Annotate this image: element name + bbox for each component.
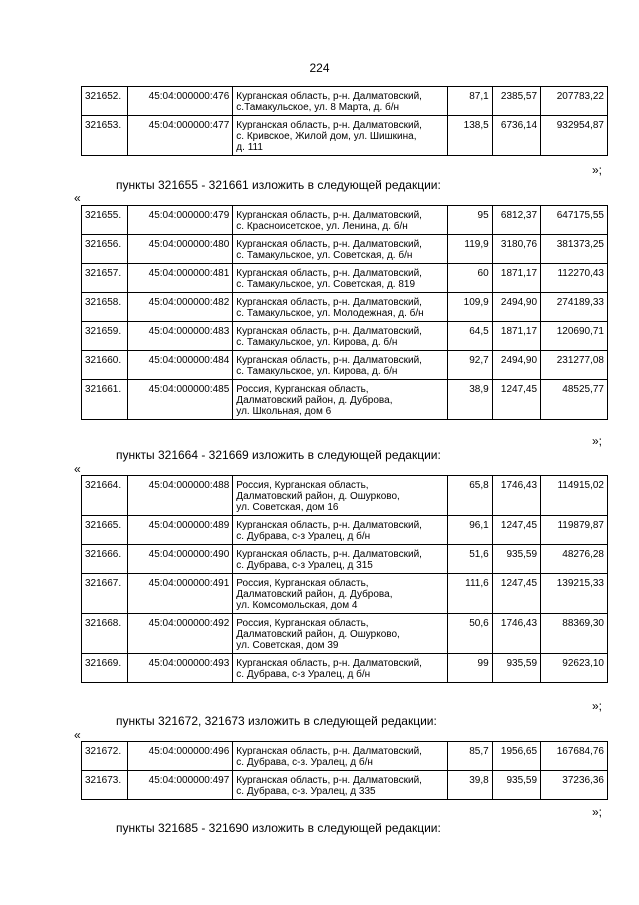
area-cell: 92,7: [448, 351, 492, 380]
address-line: с. Кривское, Жилой дом, ул. Шишкина,: [236, 131, 417, 142]
row-number-cell: 321659.: [82, 322, 128, 351]
address-cell: [233, 87, 448, 116]
table-row: [82, 380, 608, 420]
address-line: с. Тамакульское, ул. Кирова, д. б/н: [236, 337, 398, 348]
area-cell: 96,1: [448, 516, 492, 545]
unit-price-cell: 3180,76: [492, 235, 540, 264]
unit-price-cell: 1871,17: [492, 264, 540, 293]
address-line: с. Тамакульское, ул. Кирова, д. б/н: [236, 366, 398, 377]
row-number-cell: 321656.: [82, 235, 128, 264]
row-number-cell: 321667.: [82, 574, 128, 614]
table-row: [82, 293, 608, 322]
cadastral-number-cell: 45:04:000000:488: [128, 476, 233, 516]
unit-price-cell: 1746,43: [492, 614, 540, 654]
area-cell: 99: [448, 654, 492, 683]
property-table-3: [81, 475, 608, 683]
address-cell: [233, 264, 448, 293]
row-number-cell: 321661.: [82, 380, 128, 420]
unit-price-cell: 1956,65: [492, 742, 540, 771]
address-line: с. Красноисетское, ул. Ленина, д. б/н: [236, 221, 408, 232]
table-row: [82, 87, 608, 116]
row-number-cell: 321653.: [82, 116, 128, 156]
table-row: [82, 771, 608, 800]
unit-price-cell: 935,59: [492, 545, 540, 574]
address-line: Далматовский район, д. Дуброва,: [236, 589, 393, 600]
address-line: с. Дубрава, с-з. Уралец, д б/н: [236, 757, 373, 768]
instruction-4: пункты 321685 - 321690 изложить в следующей редакции:: [116, 821, 441, 835]
row-number-cell: 321673.: [82, 771, 128, 800]
address-cell: [233, 574, 448, 614]
cadastral-value-cell: 932954,87: [541, 116, 608, 156]
cadastral-number-cell: 45:04:000000:496: [128, 742, 233, 771]
address-line: Курганская область, р-н. Далматовский,: [236, 297, 422, 308]
closing-quote-2: »;: [592, 434, 603, 448]
address-cell: [233, 545, 448, 574]
area-cell: 119,9: [448, 235, 492, 264]
cadastral-value-cell: 274189,33: [541, 293, 608, 322]
page-number: 224: [309, 61, 330, 75]
opening-quote-3: «: [74, 728, 81, 742]
address-line: Россия, Курганская область,: [236, 480, 369, 491]
unit-price-cell: 6736,14: [492, 116, 540, 156]
unit-price-cell: 2385,57: [492, 87, 540, 116]
area-cell: 39,8: [448, 771, 492, 800]
address-line: Россия, Курганская область,: [236, 384, 369, 395]
cadastral-number-cell: 45:04:000000:493: [128, 654, 233, 683]
table-row: [82, 476, 608, 516]
cadastral-value-cell: 92623,10: [541, 654, 608, 683]
unit-price-cell: 2494,90: [492, 293, 540, 322]
table-row: [82, 516, 608, 545]
unit-price-cell: 1871,17: [492, 322, 540, 351]
table-row: [82, 322, 608, 351]
unit-price-cell: 2494,90: [492, 351, 540, 380]
address-line: Курганская область, р-н. Далматовский,: [236, 549, 422, 560]
instruction-1: пункты 321655 - 321661 изложить в следующей редакции:: [116, 178, 441, 192]
cadastral-number-cell: 45:04:000000:497: [128, 771, 233, 800]
table-row: [82, 574, 608, 614]
table-row: [82, 206, 608, 235]
area-cell: 111,6: [448, 574, 492, 614]
row-number-cell: 321668.: [82, 614, 128, 654]
table-row: [82, 545, 608, 574]
area-cell: 51,6: [448, 545, 492, 574]
table-row: [82, 235, 608, 264]
area-cell: 60: [448, 264, 492, 293]
table-row: [82, 351, 608, 380]
area-cell: 109,9: [448, 293, 492, 322]
row-number-cell: 321672.: [82, 742, 128, 771]
address-line: с. Тамакульское, ул. Молодежная, д. б/н: [236, 308, 424, 319]
cadastral-value-cell: 48525,77: [541, 380, 608, 420]
address-line: Курганская область, р-н. Далматовский,: [236, 746, 422, 757]
closing-quote-4: »;: [592, 805, 603, 819]
unit-price-cell: 6812,37: [492, 206, 540, 235]
cadastral-value-cell: 139215,33: [541, 574, 608, 614]
cadastral-number-cell: 45:04:000000:489: [128, 516, 233, 545]
address-cell: [233, 742, 448, 771]
area-cell: 65,8: [448, 476, 492, 516]
address-cell: [233, 116, 448, 156]
cadastral-value-cell: 207783,22: [541, 87, 608, 116]
table-row: [82, 116, 608, 156]
address-line: с.Тамакульское, ул. 8 Марта, д. б/н: [236, 102, 400, 113]
cadastral-value-cell: 114915,02: [541, 476, 608, 516]
cadastral-value-cell: 119879,87: [541, 516, 608, 545]
address-cell: [233, 293, 448, 322]
unit-price-cell: 1247,45: [492, 516, 540, 545]
address-line: с. Дубрава, с-з. Уралец, д 335: [236, 786, 376, 797]
cadastral-number-cell: 45:04:000000:480: [128, 235, 233, 264]
address-line: Курганская область, р-н. Далматовский,: [236, 658, 422, 669]
address-cell: [233, 614, 448, 654]
cadastral-number-cell: 45:04:000000:484: [128, 351, 233, 380]
address-line: Далматовский район, д. Ошурково,: [236, 491, 400, 502]
area-cell: 95: [448, 206, 492, 235]
address-cell: [233, 516, 448, 545]
address-line: Курганская область, р-н. Далматовский,: [236, 268, 422, 279]
property-table-2: [81, 205, 608, 420]
area-cell: 85,7: [448, 742, 492, 771]
address-line: Россия, Курганская область,: [236, 618, 369, 629]
instruction-2: пункты 321664 - 321669 изложить в следующей редакции:: [116, 448, 441, 462]
table-row: [82, 614, 608, 654]
table-row: [82, 742, 608, 771]
address-cell: [233, 351, 448, 380]
address-line: Россия, Курганская область,: [236, 578, 369, 589]
cadastral-number-cell: 45:04:000000:491: [128, 574, 233, 614]
row-number-cell: 321652.: [82, 87, 128, 116]
address-cell: [233, 322, 448, 351]
address-line: Курганская область, р-н. Далматовский,: [236, 520, 422, 531]
cadastral-value-cell: 231277,08: [541, 351, 608, 380]
table-row: [82, 264, 608, 293]
address-line: с. Дубрава, с-з Уралец, д 315: [236, 560, 373, 571]
address-cell: [233, 235, 448, 264]
cadastral-value-cell: 37236,36: [541, 771, 608, 800]
address-line: Далматовский район, д. Дуброва,: [236, 395, 393, 406]
cadastral-number-cell: 45:04:000000:482: [128, 293, 233, 322]
address-line: с. Дубрава, с-з Уралец, д б/н: [236, 669, 371, 680]
cadastral-number-cell: 45:04:000000:490: [128, 545, 233, 574]
unit-price-cell: 1247,45: [492, 380, 540, 420]
area-cell: 38,9: [448, 380, 492, 420]
cadastral-number-cell: 45:04:000000:485: [128, 380, 233, 420]
cadastral-number-cell: 45:04:000000:479: [128, 206, 233, 235]
address-cell: [233, 380, 448, 420]
cadastral-value-cell: 381373,25: [541, 235, 608, 264]
row-number-cell: 321669.: [82, 654, 128, 683]
cadastral-value-cell: 167684,76: [541, 742, 608, 771]
cadastral-value-cell: 48276,28: [541, 545, 608, 574]
address-cell: [233, 654, 448, 683]
closing-quote-3: »;: [592, 699, 603, 713]
address-line: с. Дубрава, с-з Уралец, д б/н: [236, 531, 371, 542]
row-number-cell: 321657.: [82, 264, 128, 293]
row-number-cell: 321666.: [82, 545, 128, 574]
instruction-3: пункты 321672, 321673 изложить в следующей редакции:: [116, 714, 437, 728]
unit-price-cell: 935,59: [492, 771, 540, 800]
property-table-4: [81, 741, 608, 800]
area-cell: 138,5: [448, 116, 492, 156]
unit-price-cell: 1247,45: [492, 574, 540, 614]
unit-price-cell: 1746,43: [492, 476, 540, 516]
address-line: Курганская область, р-н. Далматовский,: [236, 239, 422, 250]
address-line: Курганская область, р-н. Далматовский,: [236, 355, 422, 366]
closing-quote-1: »;: [592, 163, 603, 177]
address-cell: [233, 476, 448, 516]
address-line: Курганская область, р-н. Далматовский,: [236, 120, 422, 131]
address-line: ул. Советская, дом 39: [236, 640, 339, 651]
address-line: Курганская область, р-н. Далматовский,: [236, 775, 422, 786]
address-cell: [233, 206, 448, 235]
opening-quote-1: «: [74, 191, 81, 205]
cadastral-number-cell: 45:04:000000:476: [128, 87, 233, 116]
row-number-cell: 321664.: [82, 476, 128, 516]
address-line: ул. Школьная, дом 6: [236, 406, 332, 417]
cadastral-value-cell: 88369,30: [541, 614, 608, 654]
address-line: д. 111: [236, 142, 263, 153]
unit-price-cell: 935,59: [492, 654, 540, 683]
cadastral-value-cell: 112270,43: [541, 264, 608, 293]
row-number-cell: 321658.: [82, 293, 128, 322]
address-line: Курганская область, р-н. Далматовский,: [236, 91, 422, 102]
table-row: [82, 654, 608, 683]
cadastral-number-cell: 45:04:000000:492: [128, 614, 233, 654]
address-line: ул. Комсомольская, дом 4: [236, 600, 358, 611]
cadastral-value-cell: 647175,55: [541, 206, 608, 235]
address-line: с. Тамакульское, ул. Советская, д. б/н: [236, 250, 413, 261]
cadastral-value-cell: 120690,71: [541, 322, 608, 351]
cadastral-number-cell: 45:04:000000:483: [128, 322, 233, 351]
address-line: Далматовский район, д. Ошурково,: [236, 629, 400, 640]
address-line: с. Тамакульское, ул. Советская, д. 819: [236, 279, 416, 290]
opening-quote-2: «: [74, 462, 81, 476]
address-cell: [233, 771, 448, 800]
row-number-cell: 321655.: [82, 206, 128, 235]
row-number-cell: 321665.: [82, 516, 128, 545]
property-table-1: [81, 86, 608, 156]
area-cell: 50,6: [448, 614, 492, 654]
address-line: Курганская область, р-н. Далматовский,: [236, 210, 422, 221]
cadastral-number-cell: 45:04:000000:477: [128, 116, 233, 156]
row-number-cell: 321660.: [82, 351, 128, 380]
address-line: Курганская область, р-н. Далматовский,: [236, 326, 422, 337]
area-cell: 87,1: [448, 87, 492, 116]
area-cell: 64,5: [448, 322, 492, 351]
cadastral-number-cell: 45:04:000000:481: [128, 264, 233, 293]
address-line: ул. Советская, дом 16: [236, 502, 339, 513]
